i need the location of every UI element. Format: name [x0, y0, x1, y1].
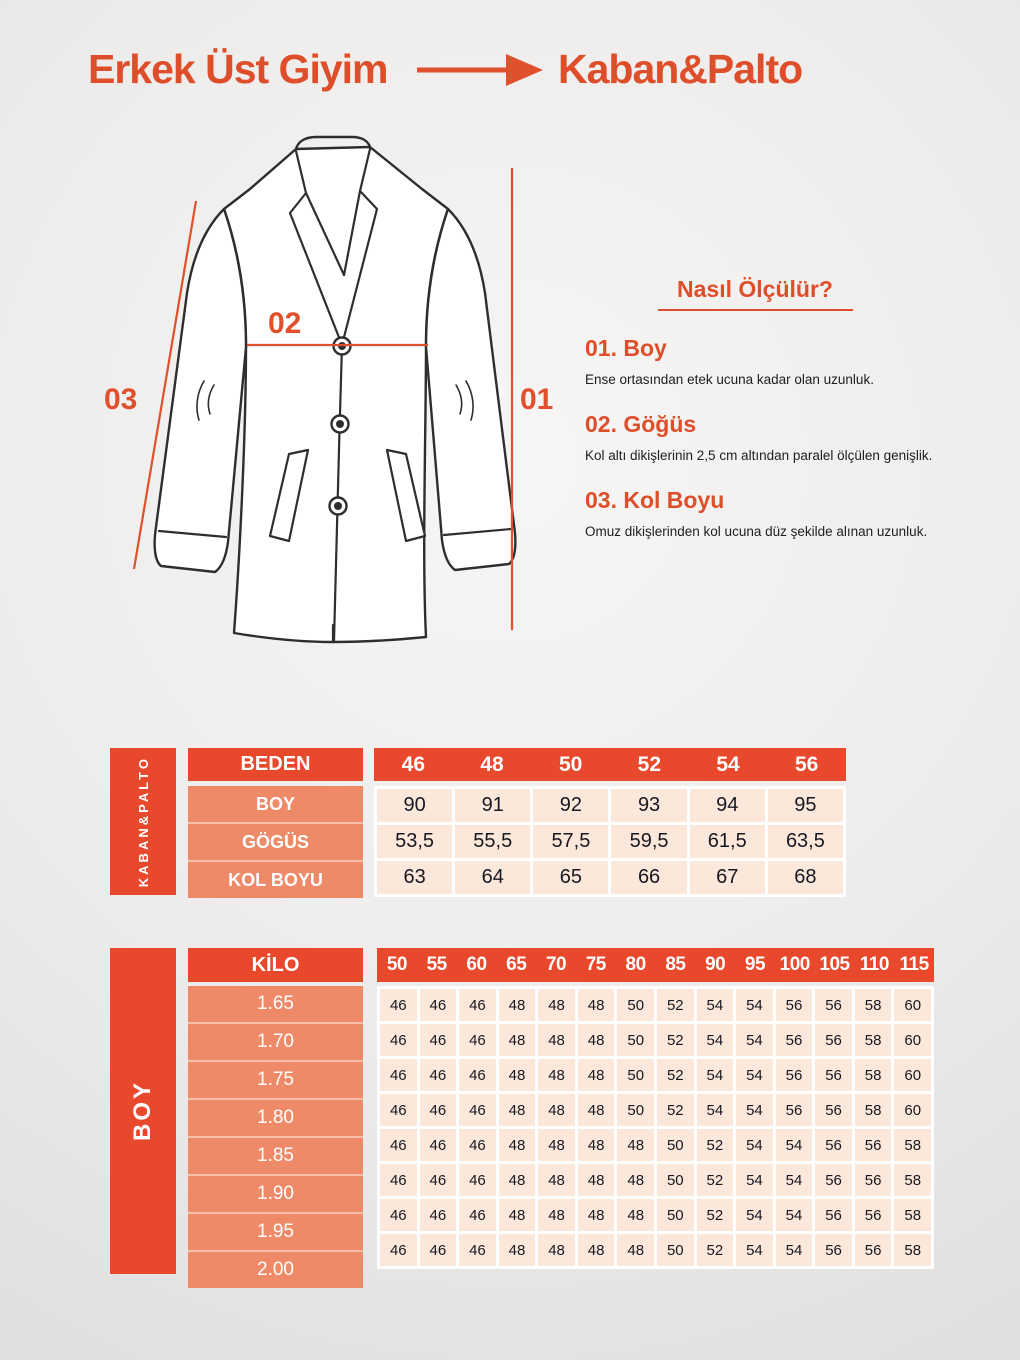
fit-value-cell: 56	[855, 1164, 892, 1196]
row-label-kolboyu: KOL BOYU	[188, 860, 363, 898]
fit-value-cell: 58	[894, 1199, 931, 1231]
coat-measurement-diagram	[100, 135, 570, 665]
fit-value-cell: 50	[657, 1129, 694, 1161]
fit-value-cell: 54	[697, 1024, 734, 1056]
fit-value-cell: 50	[617, 1059, 654, 1091]
subcategory-title: Kaban&Palto	[558, 46, 803, 92]
size-value-cell: 95	[768, 789, 843, 822]
fit-value-cell: 48	[578, 1129, 615, 1161]
weight-header-cell: 105	[819, 954, 850, 975]
fit-value-cell: 56	[815, 1234, 852, 1266]
weight-header-cell: 55	[426, 954, 447, 975]
fit-value-cell: 58	[855, 1094, 892, 1126]
fit-value-cell: 46	[380, 1024, 417, 1056]
fit-value-cell: 48	[538, 1059, 575, 1091]
fit-table-corner-cell: KİLO	[188, 948, 363, 982]
fit-value-cell: 54	[697, 989, 734, 1021]
fit-value-cell: 48	[499, 1024, 536, 1056]
fit-value-cell: 56	[815, 1024, 852, 1056]
size-value-cell: 91	[455, 789, 530, 822]
fit-value-cell: 58	[894, 1129, 931, 1161]
fit-value-cell: 54	[776, 1164, 813, 1196]
fit-table-label-column	[188, 948, 363, 1288]
height-label: 1.95	[188, 1212, 363, 1250]
fit-value-cell: 48	[538, 1199, 575, 1231]
fit-value-cell: 56	[815, 1164, 852, 1196]
size-value-cell: 57,5	[533, 825, 608, 858]
guide-item-desc-kolboyu: Omuz dikişlerinden kol ucuna düz şekilde alınan uzunluk.	[585, 524, 928, 539]
fit-value-cell: 48	[499, 1059, 536, 1091]
fit-value-cell: 46	[459, 1164, 496, 1196]
size-value-cell: 93	[611, 789, 686, 822]
fit-value-cell: 46	[459, 1199, 496, 1231]
fit-table-side-strip	[110, 948, 176, 1274]
fit-value-cell: 48	[499, 989, 536, 1021]
fit-value-cell: 52	[697, 1234, 734, 1266]
weight-header-cell: 100	[779, 954, 810, 975]
fit-table-row-labels	[188, 986, 363, 1288]
right-arrow-icon	[415, 50, 545, 90]
fit-value-cell: 48	[578, 1024, 615, 1056]
fit-value-cell: 48	[617, 1129, 654, 1161]
fit-value-cell: 52	[697, 1164, 734, 1196]
guide-item-desc-gogus: Kol altı dikişlerinin 2,5 cm altından paralel ölçülen genişlik.	[585, 448, 933, 463]
fit-value-cell: 48	[538, 1024, 575, 1056]
size-table-header-row	[374, 748, 846, 781]
fit-value-cell: 46	[459, 1024, 496, 1056]
fit-value-cell: 48	[499, 1129, 536, 1161]
size-value-cell: 63	[377, 861, 452, 894]
fit-value-cell: 54	[736, 1129, 773, 1161]
size-value-cell: 90	[377, 789, 452, 822]
fit-value-cell: 48	[499, 1094, 536, 1126]
fit-value-cell: 56	[776, 1094, 813, 1126]
fit-value-cell: 46	[380, 989, 417, 1021]
fit-value-cell: 58	[855, 1024, 892, 1056]
size-header-cell: 50	[558, 752, 583, 776]
fit-value-cell: 46	[459, 1059, 496, 1091]
fit-value-cell: 58	[894, 1234, 931, 1266]
fit-value-cell: 48	[538, 1234, 575, 1266]
size-value-cell: 63,5	[768, 825, 843, 858]
fit-value-cell: 46	[420, 1199, 457, 1231]
fit-value-cell: 48	[578, 1094, 615, 1126]
fit-value-cell: 56	[815, 1094, 852, 1126]
fit-value-cell: 56	[815, 1059, 852, 1091]
fit-value-cell: 60	[894, 1024, 931, 1056]
fit-value-cell: 52	[657, 989, 694, 1021]
guide-item-heading-kolboyu: 03. Kol Boyu	[585, 487, 725, 513]
fit-value-cell: 54	[736, 989, 773, 1021]
fit-value-cell: 52	[697, 1129, 734, 1161]
guide-item-desc-boy: Ense ortasından etek ucuna kadar olan uzunluk.	[585, 372, 874, 387]
fit-value-cell: 54	[697, 1094, 734, 1126]
fit-value-cell: 48	[578, 1234, 615, 1266]
fit-value-cell: 54	[697, 1059, 734, 1091]
weight-header-cell: 75	[585, 954, 606, 975]
size-header-cell: 56	[794, 752, 819, 776]
fit-value-cell: 56	[815, 1199, 852, 1231]
weight-header-cell: 85	[665, 954, 686, 975]
height-label: 2.00	[188, 1250, 363, 1288]
fit-value-cell: 50	[617, 989, 654, 1021]
fit-value-cell: 56	[855, 1129, 892, 1161]
fit-value-cell: 54	[776, 1199, 813, 1231]
fit-value-cell: 54	[776, 1129, 813, 1161]
fit-value-cell: 56	[815, 989, 852, 1021]
fit-value-cell: 54	[736, 1094, 773, 1126]
sleeve-label: 03	[104, 383, 138, 416]
size-table-corner-cell: BEDEN	[188, 748, 363, 781]
row-label-boy: BOY	[255, 794, 295, 814]
fit-value-cell: 46	[420, 1094, 457, 1126]
fit-value-cell: 52	[657, 1094, 694, 1126]
size-table-side-label: KABAN&PALTO	[135, 755, 151, 888]
height-label: 1.75	[188, 1060, 363, 1098]
row-label-gogus: GÖGÜS	[188, 822, 363, 860]
fit-value-cell: 50	[657, 1199, 694, 1231]
size-table-label-column	[188, 748, 363, 898]
fit-value-cell: 54	[736, 1164, 773, 1196]
fit-value-cell: 54	[736, 1059, 773, 1091]
fit-value-cell: 50	[617, 1024, 654, 1056]
fit-value-cell: 56	[776, 1024, 813, 1056]
fit-value-cell: 46	[420, 1129, 457, 1161]
fit-value-cell: 58	[894, 1164, 931, 1196]
length-label: 01	[520, 383, 554, 416]
fit-value-cell: 48	[617, 1164, 654, 1196]
fit-value-cell: 48	[499, 1199, 536, 1231]
fit-table-data-grid	[377, 986, 934, 1269]
fit-value-cell: 60	[894, 1059, 931, 1091]
size-value-cell: 61,5	[690, 825, 765, 858]
fit-value-cell: 48	[538, 989, 575, 1021]
weight-header-cell: 110	[859, 954, 889, 975]
height-label: 1.80	[188, 1098, 363, 1136]
fit-table-side-label: BOY	[129, 1080, 156, 1142]
fit-value-cell: 60	[894, 1094, 931, 1126]
size-value-cell: 65	[533, 861, 608, 894]
fit-value-cell: 60	[894, 989, 931, 1021]
fit-value-cell: 46	[420, 989, 457, 1021]
fit-value-cell: 56	[776, 1059, 813, 1091]
fit-value-cell: 46	[459, 1094, 496, 1126]
fit-value-cell: 46	[380, 1234, 417, 1266]
fit-value-cell: 48	[538, 1164, 575, 1196]
guide-item-heading-gogus: 02. Göğüs	[585, 411, 697, 437]
fit-value-cell: 48	[538, 1129, 575, 1161]
fit-value-cell: 56	[815, 1129, 852, 1161]
fit-value-cell: 54	[776, 1234, 813, 1266]
height-label: 1.65	[257, 993, 294, 1014]
fit-value-cell: 48	[499, 1164, 536, 1196]
fit-value-cell: 56	[776, 989, 813, 1021]
size-value-cell: 59,5	[611, 825, 686, 858]
fit-value-cell: 56	[855, 1234, 892, 1266]
fit-value-cell: 50	[617, 1094, 654, 1126]
size-value-cell: 67	[690, 861, 765, 894]
fit-value-cell: 46	[380, 1199, 417, 1231]
size-value-cell: 68	[768, 861, 843, 894]
fit-value-cell: 50	[657, 1164, 694, 1196]
guide-item-heading-boy: 01. Boy	[585, 335, 667, 361]
size-value-cell: 94	[690, 789, 765, 822]
fit-value-cell: 48	[578, 1059, 615, 1091]
fit-value-cell: 46	[459, 1234, 496, 1266]
weight-header-cell: 80	[625, 954, 646, 975]
size-header-cell: 52	[637, 752, 661, 776]
fit-value-cell: 48	[617, 1199, 654, 1231]
fit-value-cell: 46	[380, 1164, 417, 1196]
height-label: 1.85	[188, 1136, 363, 1174]
fit-value-cell: 48	[578, 989, 615, 1021]
weight-header-cell: 115	[899, 954, 929, 975]
fit-value-cell: 58	[855, 1059, 892, 1091]
weight-header-cell: 60	[466, 954, 487, 975]
guide-title-underline	[658, 309, 853, 311]
fit-value-cell: 54	[736, 1234, 773, 1266]
fit-value-cell: 46	[459, 1129, 496, 1161]
fit-value-cell: 46	[380, 1059, 417, 1091]
fit-value-cell: 46	[380, 1094, 417, 1126]
weight-header-cell: 95	[744, 954, 766, 975]
height-label: 1.90	[188, 1174, 363, 1212]
chest-label: 02	[268, 307, 302, 340]
fit-value-cell: 48	[617, 1234, 654, 1266]
measure-guide	[565, 276, 945, 563]
fit-value-cell: 50	[657, 1234, 694, 1266]
size-table-data-grid	[374, 786, 846, 897]
category-title: Erkek Üst Giyim	[88, 46, 388, 92]
weight-header-cell: 50	[386, 954, 407, 975]
fit-value-cell: 46	[420, 1164, 457, 1196]
fit-value-cell: 56	[855, 1199, 892, 1231]
fit-value-cell: 46	[380, 1129, 417, 1161]
size-value-cell: 66	[611, 861, 686, 894]
size-header-cell: 46	[401, 752, 425, 776]
height-label: 1.70	[188, 1022, 363, 1060]
fit-value-cell: 48	[578, 1199, 615, 1231]
fit-value-cell: 58	[855, 989, 892, 1021]
fit-value-cell: 52	[657, 1024, 694, 1056]
fit-value-cell: 48	[538, 1094, 575, 1126]
fit-value-cell: 54	[736, 1024, 773, 1056]
weight-header-cell: 90	[705, 954, 726, 975]
size-value-cell: 64	[455, 861, 530, 894]
guide-title: Nasıl Ölçülür?	[677, 276, 833, 302]
fit-value-cell: 46	[420, 1234, 457, 1266]
size-header-cell: 54	[716, 752, 740, 776]
size-table-side-strip	[110, 748, 176, 895]
fit-value-cell: 54	[736, 1199, 773, 1231]
size-header-cell: 48	[480, 752, 504, 776]
fit-value-cell: 48	[578, 1164, 615, 1196]
size-table-row-labels	[188, 786, 363, 898]
weight-header-cell: 65	[506, 954, 527, 975]
fit-value-cell: 52	[657, 1059, 694, 1091]
size-value-cell: 53,5	[377, 825, 452, 858]
weight-header-cell: 70	[545, 954, 567, 975]
size-value-cell: 92	[533, 789, 608, 822]
fit-table-header-row	[377, 948, 934, 982]
fit-value-cell: 46	[459, 989, 496, 1021]
fit-value-cell: 46	[420, 1024, 457, 1056]
size-value-cell: 55,5	[455, 825, 530, 858]
fit-value-cell: 52	[697, 1199, 734, 1231]
fit-value-cell: 48	[499, 1234, 536, 1266]
fit-value-cell: 46	[420, 1059, 457, 1091]
